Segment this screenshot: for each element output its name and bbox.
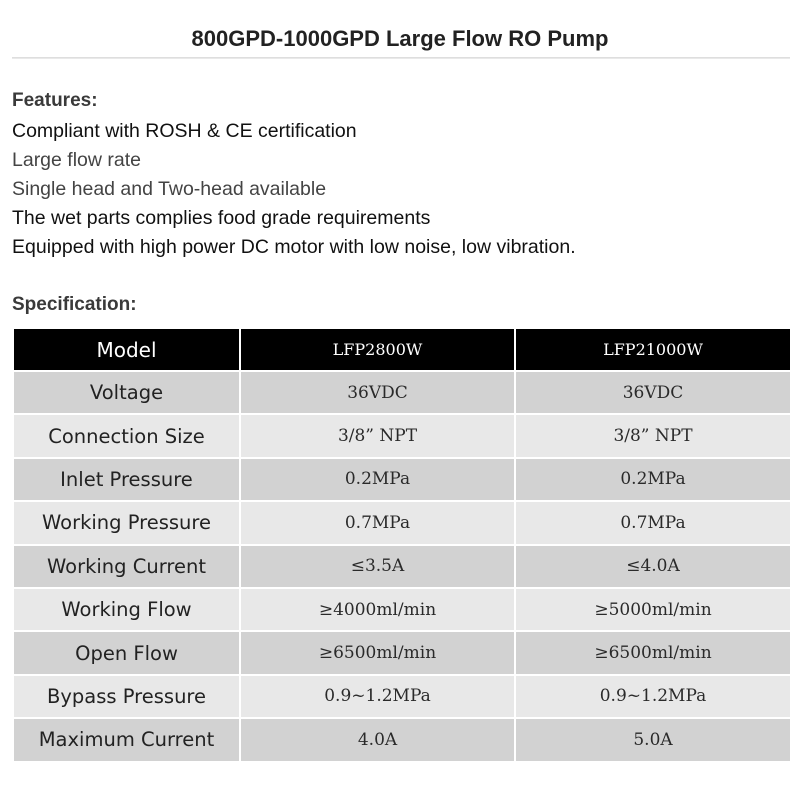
table-row: [13, 458, 791, 501]
feature-item: Compliant with ROSH & CE certification: [12, 120, 357, 142]
feature-item: Single head and Two-head available: [12, 178, 327, 200]
table-row: [13, 675, 791, 718]
value-cell: 5.0A: [515, 718, 791, 761]
value-cell: 0.7MPa: [515, 501, 791, 544]
parameter-cell: Connection Size: [13, 414, 240, 457]
value-cell: 36VDC: [240, 371, 515, 414]
table-row: [13, 588, 791, 631]
value-cell: ≤3.5A: [240, 545, 515, 588]
value-cell: 0.2MPa: [240, 458, 515, 501]
table-row: [13, 718, 791, 761]
value-cell: 0.9~1.2MPa: [515, 675, 791, 718]
table-row: [13, 631, 791, 674]
feature-list: [12, 117, 576, 262]
value-cell: 3/8” NPT: [515, 414, 791, 457]
value-cell: 0.9~1.2MPa: [240, 675, 515, 718]
table-row: [13, 501, 791, 544]
feature-item: The wet parts complies food grade requirements: [12, 207, 431, 229]
value-cell: ≥4000ml/min: [240, 588, 515, 631]
parameter-cell: Working Current: [13, 545, 240, 588]
title-divider: [12, 57, 790, 59]
page-title: 800GPD-1000GPD Large Flow RO Pump: [191, 26, 609, 51]
value-cell: 0.2MPa: [515, 458, 791, 501]
parameter-cell: Inlet Pressure: [13, 458, 240, 501]
specification-table-body: [13, 371, 791, 762]
value-cell: ≥6500ml/min: [515, 631, 791, 674]
parameter-cell: Maximum Current: [13, 718, 240, 761]
value-cell: ≥5000ml/min: [515, 588, 791, 631]
table-row: [13, 414, 791, 457]
column-header-lfp21000w: LFP21000W: [515, 328, 791, 371]
value-cell: 3/8” NPT: [240, 414, 515, 457]
parameter-cell: Open Flow: [13, 631, 240, 674]
parameter-cell: Bypass Pressure: [13, 675, 240, 718]
value-cell: 4.0A: [240, 718, 515, 761]
parameter-cell: Working Pressure: [13, 501, 240, 544]
parameter-cell: Working Flow: [13, 588, 240, 631]
value-cell: 36VDC: [515, 371, 791, 414]
value-cell: ≤4.0A: [515, 545, 791, 588]
feature-item: Equipped with high power DC motor with low noise, low vibration.: [12, 236, 576, 258]
table-row: [13, 371, 791, 414]
features-heading: Features:: [12, 90, 98, 111]
column-header-lfp2800w: LFP2800W: [240, 328, 515, 371]
parameter-cell: Voltage: [13, 371, 240, 414]
specification-heading: Specification:: [12, 294, 137, 315]
table-row: [13, 545, 791, 588]
value-cell: 0.7MPa: [240, 501, 515, 544]
feature-item: Large flow rate: [12, 149, 141, 171]
value-cell: ≥6500ml/min: [240, 631, 515, 674]
column-header-model: Model: [13, 328, 240, 371]
table-header-row: [13, 328, 791, 371]
specification-table: [12, 327, 792, 763]
